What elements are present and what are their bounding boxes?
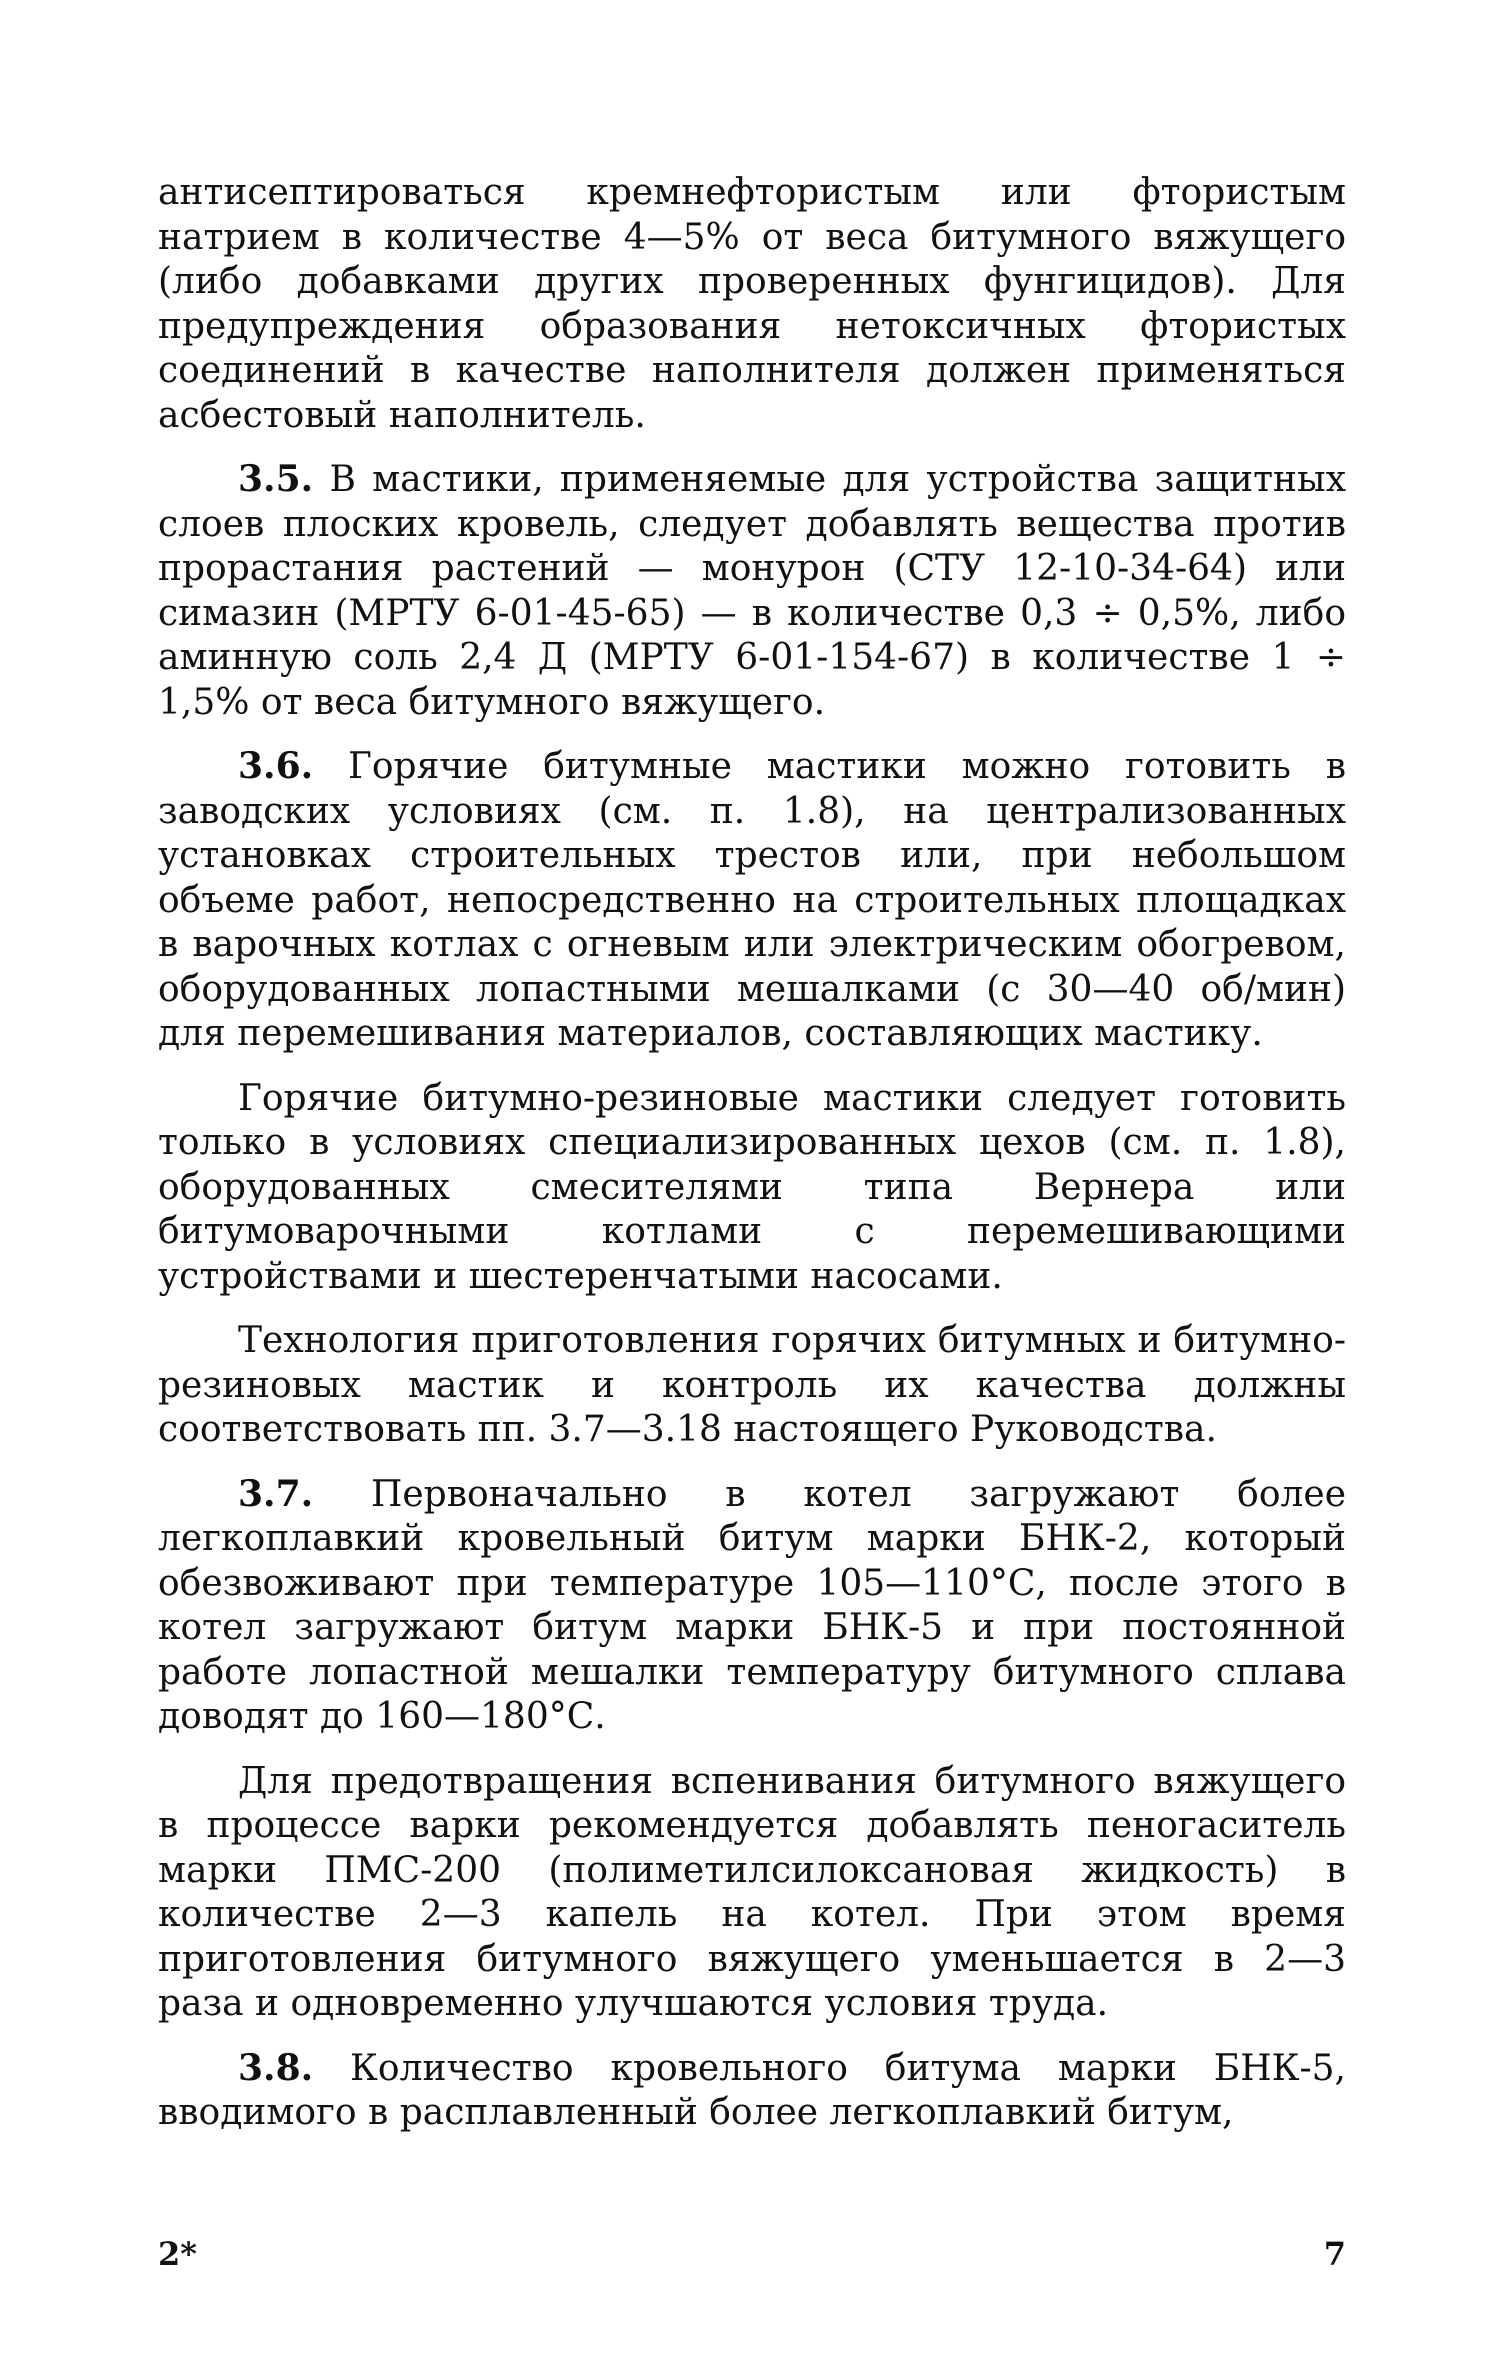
- clause-number: 3.6.: [238, 745, 314, 787]
- clause-number: 3.7.: [238, 1472, 314, 1515]
- clause-number: 3.8.: [238, 2046, 314, 2089]
- signature-mark: 2*: [158, 2235, 197, 2273]
- paragraph: 3.5. В мастики, применяемые для устройства защитных слоев плоских кровель, следует добавлять вещества против прорастания растений — монурон (СТУ 12-10-34-64) или симазин (МРТУ 6-01-45-65) — в количестве 0,3 ÷ 0,5%, либо аминную соль 2,4 Д (МРТУ 6-01-154-67) в количестве 1 ÷ 1,5% от веса битумного вяжущего.: [158, 458, 1346, 723]
- paragraph: 3.6. Горячие битумные мастики можно готовить в заводских условиях (см. п. 1.8), на централизованных установках строительных трестов или, при небольшом объеме работ, непосредственно на строительных площадках в варочных котлах с огневым или электрическим обогревом, оборудованных лопастными мешалками (с 30—40 об/мин) для перемешивания материалов, составляющих мастику.: [158, 745, 1346, 1054]
- paragraph: 3.7. Первоначально в котел загружают более легкоплавкий кровельный битум марки БНК-2, который обезвоживают при температуре 105—110°С, после этого в котел загружают битум марки БНК-5 и при постоянной работе лопастной мешалки температуру битумного сплава доводят до 160—180°С.: [158, 1472, 1346, 1737]
- paragraph: Горячие битумно-резиновые мастики следует готовить только в условиях специализированных цехов (см. п. 1.8), оборудованных смесителями типа Вернера или битумоварочными котлами с перемешивающими устройствами и шестеренчатыми насосами.: [158, 1077, 1346, 1297]
- page-footer: [158, 2235, 1346, 2279]
- paragraph: Технология приготовления горячих битумных и битумно-резиновых мастик и контроль их качества должны соответствовать пп. 3.7—3.18 настоящего Руководства.: [158, 1320, 1346, 1450]
- paragraph: Для предотвращения вспенивания битумного вяжущего в процессе варки рекомендуется добавлять пеногаситель марки ПМС-200 (полиметилсилоксановая жидкость) в количестве 2—3 капель на котел. При этом время приготовления битумного вяжущего уменьшается в 2—3 раза и одновременно улучшаются условия труда.: [158, 1760, 1346, 2024]
- paragraph: 3.8. Количество кровельного битума марки БНК-5, вводимого в расплавленный более легкоплавкий битум,: [158, 2046, 1346, 2133]
- clause-number: 3.5.: [238, 458, 314, 500]
- page-body: [158, 170, 1346, 2155]
- page-number: 7: [1323, 2235, 1346, 2273]
- paragraph: антисептироваться кремнефтористым или фтористым натрием в количестве 4—5% от веса битумного вяжущего (либо добавками других проверенных фунгицидов). Для предупреждения образования нетоксичных фтористых соединений в качестве наполнителя должен применяться асбестовый наполнитель.: [158, 172, 1346, 436]
